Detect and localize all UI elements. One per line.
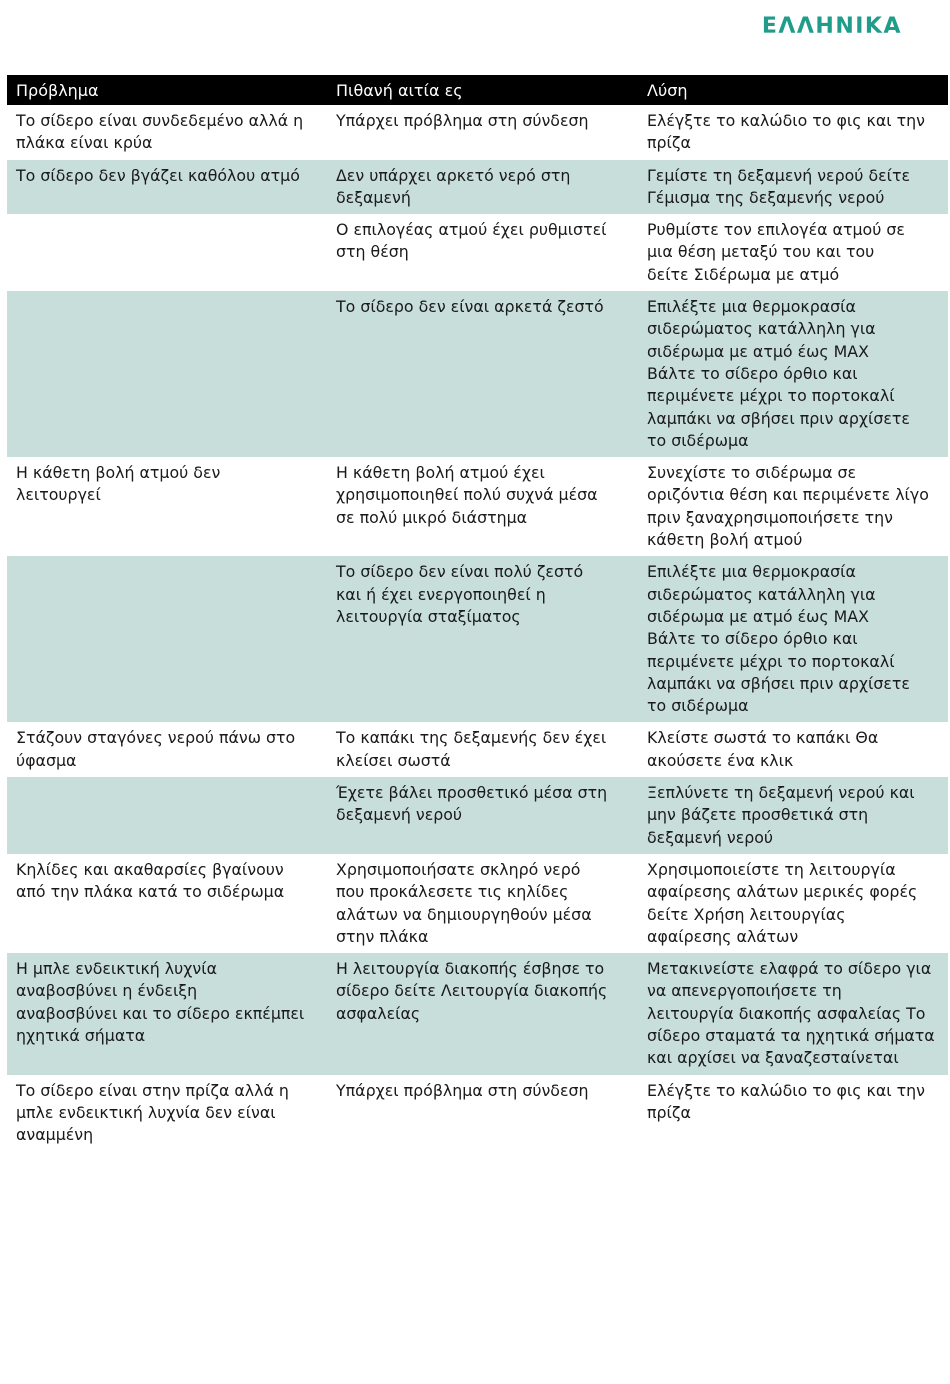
problem-cell xyxy=(7,214,327,291)
problem-cell: Η κάθετη βολή ατμού δεν λειτουργεί xyxy=(16,463,221,505)
table-header-row xyxy=(7,75,948,105)
problem-cell: Το σίδερο είναι στην πρίζα αλλά η μπλε ενδεικτική λυχνία δεν είναι αναμμένη xyxy=(16,1080,289,1145)
solution-cell: Χρησιμοποιείστε τη λειτουργία αφαίρεσης αλάτων μερικές φορές δείτε Χρήση λειτουργίας αφαίρεσης αλάτων xyxy=(647,859,918,946)
table-row xyxy=(7,953,948,1074)
solution-cell: Επιλέξτε μια θερμοκρασία σιδερώματος κατάλληλη για σιδέρωμα με ατμό έως MAX Βάλτε το σίδερο όρθιο και περιμένετε μέχρι το πορτοκαλί λαμπάκι να σβήσει πριν αρχίσετε το σιδέρωμα xyxy=(647,562,910,716)
solution-cell: Μετακινείστε ελαφρά το σίδερο για να απενεργοποιήσετε τη λειτουργία διακοπής ασφαλείας Το σίδερο σταματά τα ηχητικά σήματα και αρχίσει να ξαναζεσταίνεται xyxy=(647,959,935,1068)
table-row xyxy=(7,160,948,215)
solution-cell: Ρυθμίστε τον επιλογέα ατμού σε μια θέση μεταξύ του και του δείτε Σιδέρωμα με ατμό xyxy=(647,220,905,284)
solution-cell: Συνεχίστε το σιδέρωμα σε οριζόντια θέση και περιμένετε λίγο πριν ξαναχρησιμοποιήσετε την κάθετη βολή ατμού xyxy=(647,463,929,550)
column-header-problem: Πρόβλημα xyxy=(16,80,99,100)
table-row xyxy=(7,556,948,722)
language-label: ΕΛΛΗΝΙΚΑ xyxy=(761,14,902,39)
cause-cell: Υπάρχει πρόβλημα στη σύνδεση xyxy=(336,111,589,130)
problem-cell: Στάζουν σταγόνες νερού πάνω στο ύφασμα xyxy=(16,728,296,770)
cause-cell: Ο επιλογέας ατμού έχει ρυθμιστεί στη θέση xyxy=(336,220,607,262)
problem-cell xyxy=(7,291,327,457)
cause-cell: Έχετε βάλει προσθετικό μέσα στη δεξαμενή νερού xyxy=(336,783,608,825)
table-row xyxy=(7,722,948,777)
cause-cell: Δεν υπάρχει αρκετό νερό στη δεξαμενή xyxy=(336,165,571,207)
solution-cell: Γεμίστε τη δεξαμενή νερού δείτε Γέμισμα της δεξαμενής νερού xyxy=(647,165,911,207)
problem-cell: Το σίδερο είναι συνδεδεμένο αλλά η πλάκα είναι κρύα xyxy=(16,111,304,153)
table-row xyxy=(7,854,948,953)
table-row xyxy=(7,291,948,457)
solution-cell: Κλείστε σωστά το καπάκι Θα ακούσετε ένα κλικ xyxy=(647,728,879,770)
table-row xyxy=(7,777,948,854)
solution-cell: Ξεπλύνετε τη δεξαμενή νερού και μην βάζετε προσθετικά στη δεξαμενή νερού xyxy=(647,783,915,847)
column-header-cause: Πιθανή αιτία ες xyxy=(336,80,463,100)
cause-cell: Υπάρχει πρόβλημα στη σύνδεση xyxy=(336,1080,589,1100)
problem-cell xyxy=(7,777,327,854)
cause-cell: Το σίδερο δεν είναι πολύ ζεστό και ή έχει ενεργοποιηθεί η λειτουργία σταξίματος xyxy=(336,562,584,626)
problem-cell: Η μπλε ενδεικτική λυχνία αναβοσβύνει η ένδειξη αναβοσβύνει και το σίδερο εκπέμπει ηχητικά σήματα xyxy=(16,959,305,1045)
column-header-solution: Λύση xyxy=(647,80,688,100)
problem-cell: Το σίδερο δεν βγάζει καθόλου ατμό xyxy=(16,165,300,185)
cause-cell: Η λειτουργία διακοπής έσβησε το σίδερο δείτε Λειτουργία διακοπής ασφαλείας xyxy=(336,959,608,1023)
problem-cell: Κηλίδες και ακαθαρσίες βγαίνουν από την πλάκα κατά το σιδέρωμα xyxy=(16,859,285,902)
table-row xyxy=(7,105,948,160)
problem-cell xyxy=(7,556,327,722)
table-row xyxy=(7,457,948,556)
table-row xyxy=(7,1075,948,1152)
cause-cell: Χρησιμοποιήσατε σκληρό νερό που προκάλεσετε τις κηλίδες αλάτων να δημιουργηθούν μέσα στην πλάκα xyxy=(336,859,592,946)
troubleshooting-table xyxy=(7,75,948,1151)
cause-cell: Το καπάκι της δεξαμενής δεν έχει κλείσει σωστά xyxy=(336,728,607,770)
cause-cell: Το σίδερο δεν είναι αρκετά ζεστό xyxy=(336,297,604,317)
table-row xyxy=(7,214,948,291)
solution-cell: Ελέγξτε το καλώδιο το φις και την πρίζα xyxy=(647,1080,925,1122)
solution-cell: Επιλέξτε μια θερμοκρασία σιδερώματος κατάλληλη για σιδέρωμα με ατμό έως MAX Βάλτε το σίδερο όρθιο και περιμένετε μέχρι το πορτοκαλί λαμπάκι να σβήσει πριν αρχίσετε το σιδέρωμα xyxy=(647,297,910,450)
solution-cell: Ελέγξτε το καλώδιο το φις και την πρίζα xyxy=(647,111,925,153)
cause-cell: Η κάθετη βολή ατμού έχει χρησιμοποιηθεί πολύ συχνά μέσα σε πολύ μικρό διάστημα xyxy=(336,463,598,527)
